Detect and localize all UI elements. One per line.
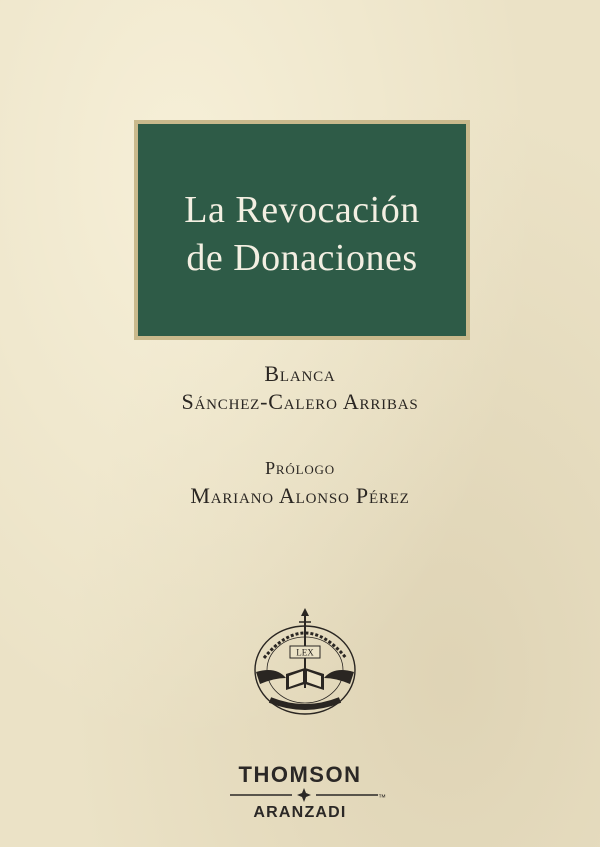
title-line-2: de Donaciones [186, 237, 418, 279]
title-line-1: La Revocación [184, 189, 420, 231]
svg-text:LEX: LEX [296, 647, 314, 658]
prologue-label: Prólogo [265, 458, 335, 478]
title-panel-inner [138, 124, 466, 336]
author-block [0, 360, 600, 416]
lex-seal-icon [246, 608, 364, 720]
imprint-name: ARANZADI [253, 804, 347, 821]
publisher-name: THOMSON [238, 762, 362, 787]
author-last-name: Sánchez-Calero Arribas [181, 389, 419, 414]
prologue-block [0, 454, 600, 510]
author-first-name: Blanca [264, 361, 336, 386]
trademark-symbol: ™ [378, 793, 386, 802]
title-panel [134, 120, 470, 340]
prologue-author: Mariano Alonso Pérez [190, 483, 410, 508]
compass-star-icon [230, 788, 378, 802]
